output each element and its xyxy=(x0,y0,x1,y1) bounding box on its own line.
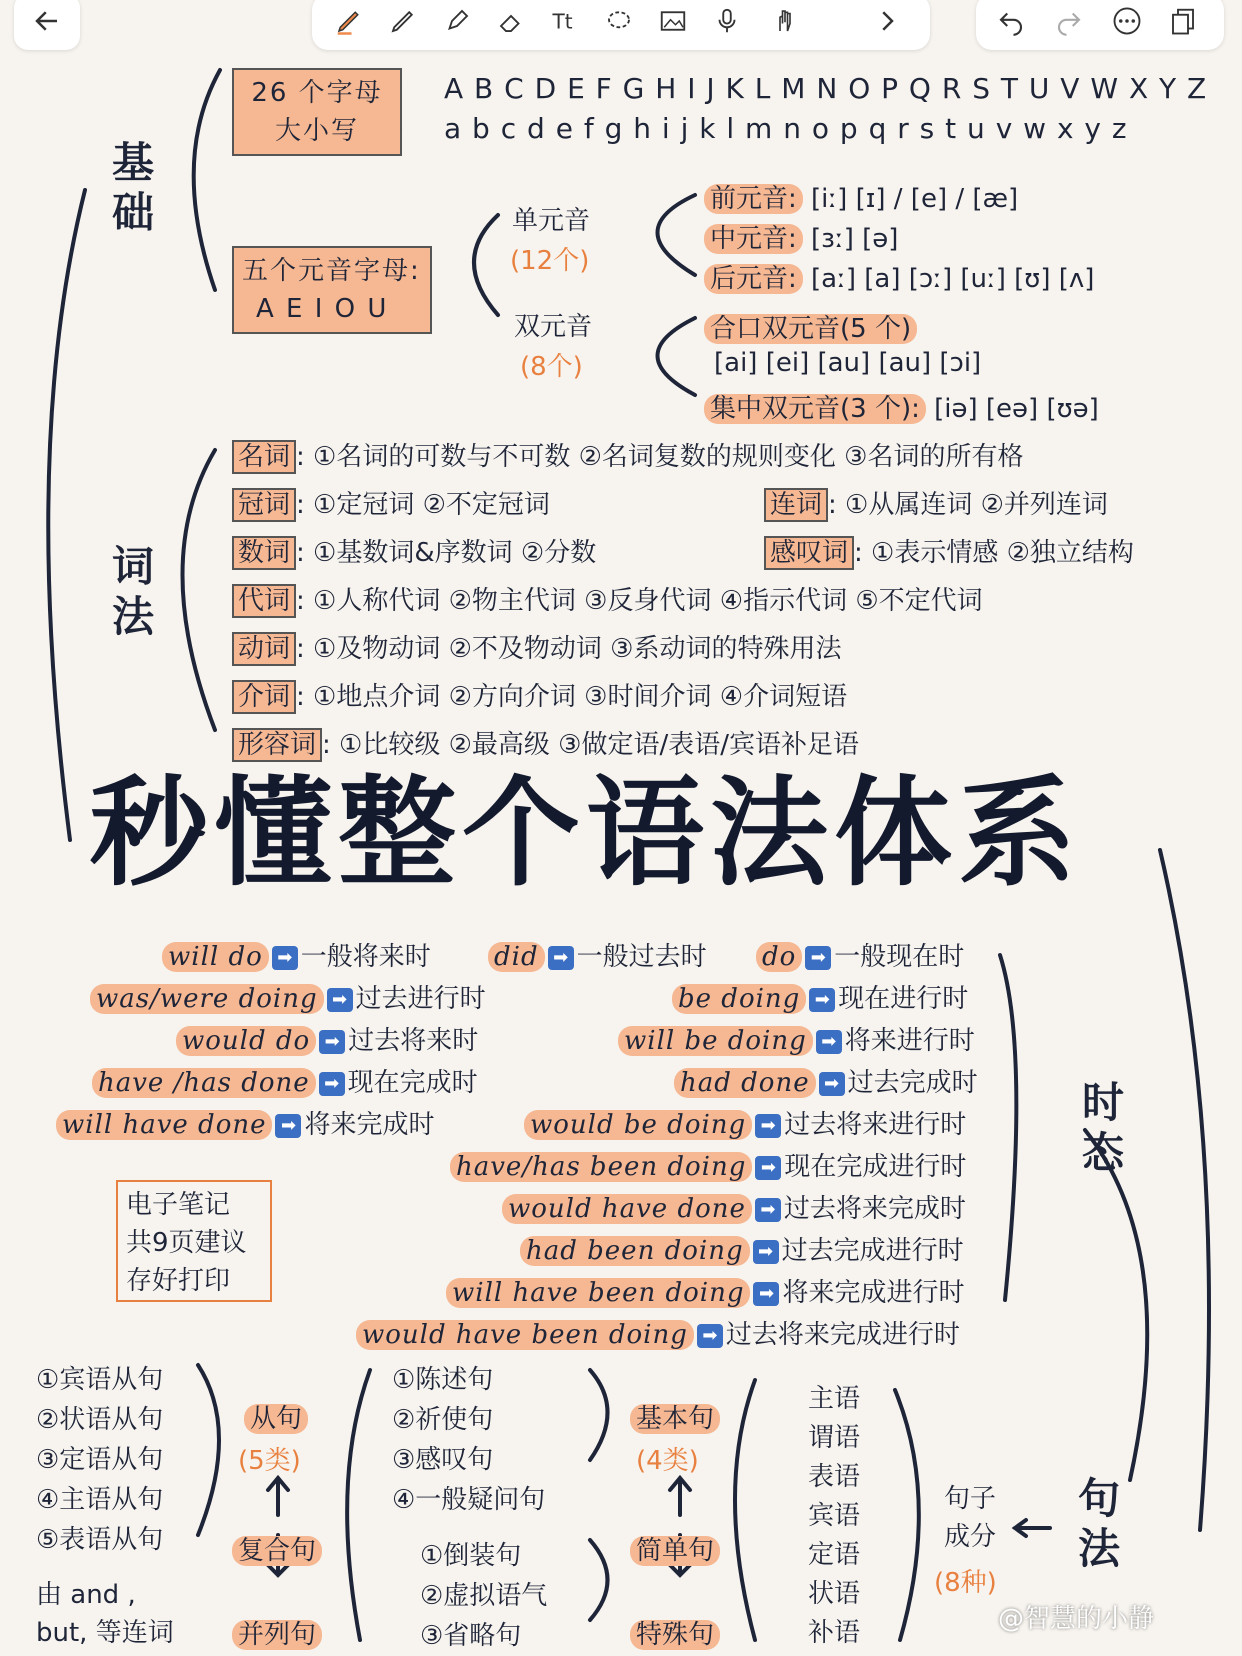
tense-form: had been doing xyxy=(520,1236,750,1266)
watermark: @智慧的小静 xyxy=(998,1604,1155,1634)
article-text: : ①定冠词 ②不定冠词 xyxy=(296,490,550,520)
category-syntax: 句法 xyxy=(1072,1476,1121,1576)
tense-item xyxy=(488,936,707,973)
tense-name: 一般过去时 xyxy=(576,942,707,972)
basic-type-item: ①陈述句 xyxy=(392,1365,494,1395)
compound-note-line2: but, 等连词 xyxy=(36,1618,174,1648)
component-label-line2: 成分 xyxy=(944,1522,997,1552)
arrow-right-icon: ➡ xyxy=(755,1198,781,1222)
closing-diphthongs-label: 合口双元音(5 个) xyxy=(704,314,917,344)
adj-text: : ①比较级 ②最高级 ③做定语/表语/宾语补足语 xyxy=(322,730,860,760)
clause-item: ②状语从句 xyxy=(36,1405,164,1435)
component-item: 状语 xyxy=(808,1579,861,1609)
complex-label xyxy=(232,1530,322,1567)
arrow-right-icon: ➡ xyxy=(319,1072,345,1096)
tense-name: 现在完成进行时 xyxy=(784,1152,967,1182)
arrow-right-icon: ➡ xyxy=(319,1030,345,1054)
back-vowels xyxy=(704,258,1094,295)
category-basics: 基础 xyxy=(106,140,155,240)
noun-text: : ①名词的可数与不可数 ②名词复数的规则变化 ③名词的所有格 xyxy=(296,442,1024,472)
component-label xyxy=(944,1480,996,1556)
tense-form: had done xyxy=(674,1068,816,1098)
simple-label xyxy=(630,1530,720,1567)
tense-item xyxy=(450,1146,966,1183)
vowels-box-line1: 五个元音字母: xyxy=(242,256,421,286)
component-item: 宾语 xyxy=(808,1501,861,1531)
centering-diphthongs-text: [iə] [eə] [ʊə] xyxy=(934,394,1099,424)
component-item: 谓语 xyxy=(808,1423,861,1453)
back-vowels-text: [aː] [a] [ɔː] [uː] [ʊ] [ʌ] xyxy=(811,264,1095,294)
tense-name: 过去完成进行时 xyxy=(781,1236,964,1266)
tag-article: 冠词 xyxy=(232,488,296,522)
special-types-list xyxy=(420,1536,547,1656)
front-vowels-text: [iː] [ɪ] / [e] / [æ] xyxy=(811,184,1019,214)
interj-text: : ①表示情感 ②独立结构 xyxy=(854,538,1134,568)
lexis-row-interj xyxy=(764,532,1134,569)
front-vowels xyxy=(704,178,1018,215)
di-count: (8个) xyxy=(520,352,583,382)
lowercase-letters: a b c d e f g h i j k l m n o p q r s t u v w x y z xyxy=(444,112,1128,145)
tag-pronoun: 代词 xyxy=(232,584,296,618)
special-label-text: 特殊句 xyxy=(630,1620,720,1650)
tense-item xyxy=(92,1062,478,1099)
tense-form: was/were doing xyxy=(90,984,324,1014)
vowels-box-line2: A E I O U xyxy=(256,294,389,324)
conj-text: : ①从属连词 ②并列连词 xyxy=(828,490,1108,520)
special-type-item: ②虚拟语气 xyxy=(420,1581,548,1611)
tense-form: have /has done xyxy=(92,1068,316,1098)
tense-name: 将来完成进行时 xyxy=(782,1278,965,1308)
clause-item: ③定语从句 xyxy=(36,1445,164,1475)
letters-box-line1: 26 个字母 xyxy=(251,78,383,108)
tense-item xyxy=(674,1062,978,1099)
tense-form: be doing xyxy=(672,984,806,1014)
tense-form: will be doing xyxy=(618,1026,813,1056)
tense-name: 过去将来完成进行时 xyxy=(725,1320,960,1350)
basic-type-item: ④一般疑问句 xyxy=(392,1485,546,1515)
arrow-right-icon: ➡ xyxy=(275,1114,301,1138)
back-vowels-label: 后元音: xyxy=(704,264,803,294)
tense-name: 过去将来进行时 xyxy=(784,1110,967,1140)
uppercase-letters: A B C D E F G H I J K L M N O P Q R S T U V W X Y Z xyxy=(444,72,1208,105)
tense-form: would do xyxy=(176,1026,316,1056)
clause-item: ①宾语从句 xyxy=(36,1365,164,1395)
components-list xyxy=(808,1380,860,1653)
tag-interj: 感叹词 xyxy=(764,536,854,570)
tense-name: 过去完成时 xyxy=(847,1068,978,1098)
tense-item xyxy=(524,1104,966,1141)
centering-diphthongs xyxy=(704,388,1099,425)
centering-diphthongs-label: 集中双元音(3 个): xyxy=(704,394,926,424)
tense-form: do xyxy=(756,942,802,972)
tense-form: would have done xyxy=(502,1194,752,1224)
verb-text: : ①及物动词 ②不及物动词 ③系动词的特殊用法 xyxy=(296,634,842,664)
basic-type-item: ③感叹句 xyxy=(392,1445,494,1475)
clause-list xyxy=(36,1360,163,1560)
tense-item xyxy=(56,1104,435,1141)
closing-diphthongs xyxy=(704,308,917,345)
tense-form: will do xyxy=(162,942,269,972)
arrow-right-icon: ➡ xyxy=(272,946,298,970)
tag-noun: 名词 xyxy=(232,440,296,474)
lexis-row-conj xyxy=(764,484,1108,521)
arrow-right-icon: ➡ xyxy=(805,946,831,970)
arrow-right-icon: ➡ xyxy=(816,1030,842,1054)
tag-numeral: 数词 xyxy=(232,536,296,570)
clause-item: ④主语从句 xyxy=(36,1485,164,1515)
tense-name: 过去将来时 xyxy=(348,1026,479,1056)
mono-label: 单元音 xyxy=(512,206,591,236)
tense-name: 现在完成时 xyxy=(347,1068,478,1098)
tense-item xyxy=(502,1188,966,1225)
special-label xyxy=(630,1614,720,1651)
lexis-row-noun xyxy=(232,436,1024,473)
di-label: 双元音 xyxy=(514,312,593,342)
page-title: 秒懂整个语法体系 xyxy=(90,764,1083,902)
arrow-right-icon: ➡ xyxy=(327,988,353,1012)
compound-label-text: 并列句 xyxy=(232,1620,322,1650)
component-item: 主语 xyxy=(808,1384,861,1414)
tense-form: would have been doing xyxy=(356,1320,694,1350)
tense-name: 过去将来完成时 xyxy=(783,1194,966,1224)
clause-label-text: 从句 xyxy=(244,1404,308,1434)
lexis-row-prep xyxy=(232,676,847,713)
category-lexis: 词法 xyxy=(106,544,155,644)
compound-note xyxy=(36,1576,174,1652)
tense-name: 一般现在时 xyxy=(834,942,965,972)
arrow-right-icon: ➡ xyxy=(755,1114,781,1138)
complex-label-text: 复合句 xyxy=(232,1536,322,1566)
tense-item xyxy=(90,978,486,1015)
clause-count: (5类) xyxy=(238,1446,301,1476)
closing-diphthongs-text: [ai] [ei] [au] [au] [ɔi] xyxy=(714,348,982,378)
basic-types-list xyxy=(392,1360,545,1520)
tense-name: 将来完成时 xyxy=(304,1110,435,1140)
tense-item xyxy=(618,1020,975,1057)
clause-item: ⑤表语从句 xyxy=(36,1525,164,1555)
vowels-box xyxy=(232,246,432,334)
compound-note-line1: 由 and , xyxy=(36,1580,136,1610)
component-item: 补语 xyxy=(808,1618,861,1648)
component-item: 表语 xyxy=(808,1462,861,1492)
tag-prep: 介词 xyxy=(232,680,296,714)
arrow-right-icon: ➡ xyxy=(753,1240,779,1264)
component-label-line1: 句子 xyxy=(944,1484,997,1514)
category-tenses: 时态 xyxy=(1076,1080,1125,1180)
tag-conj: 连词 xyxy=(764,488,828,522)
special-type-item: ①倒装句 xyxy=(420,1541,522,1571)
special-type-item: ③省略句 xyxy=(420,1621,522,1651)
arrow-right-icon: ➡ xyxy=(753,1282,779,1306)
arrow-right-icon: ➡ xyxy=(697,1324,723,1348)
tense-item xyxy=(756,936,964,973)
central-vowels-label: 中元音: xyxy=(704,224,803,254)
basic-count: (4类) xyxy=(636,1446,699,1476)
tense-form: have/has been doing xyxy=(450,1152,752,1182)
tense-name: 一般将来时 xyxy=(300,942,431,972)
lexis-row-verb xyxy=(232,628,842,665)
letters-box xyxy=(232,68,402,156)
note-line2: 共9页建议 xyxy=(126,1228,247,1258)
arrow-right-icon: ➡ xyxy=(809,988,835,1012)
svg-text:Tt: Tt xyxy=(552,9,573,34)
tense-item xyxy=(446,1272,965,1309)
tense-form: will have been doing xyxy=(446,1278,750,1308)
tense-form: would be doing xyxy=(524,1110,752,1140)
letters-box-line2: 大小写 xyxy=(274,116,359,146)
prep-text: : ①地点介词 ②方向介词 ③时间介词 ④介词短语 xyxy=(296,682,848,712)
arrow-right-icon: ➡ xyxy=(819,1072,845,1096)
note-line3: 存好打印 xyxy=(126,1266,231,1296)
tense-item xyxy=(356,1314,960,1351)
central-vowels-text: [ɜː] [ə] xyxy=(811,224,899,254)
tense-item xyxy=(520,1230,964,1267)
compound-label xyxy=(232,1614,322,1651)
basic-label xyxy=(630,1398,720,1435)
note-box xyxy=(116,1180,272,1302)
tense-name: 过去进行时 xyxy=(355,984,486,1014)
front-vowels-label: 前元音: xyxy=(704,184,803,214)
tag-verb: 动词 xyxy=(232,632,296,666)
component-count: (8种) xyxy=(934,1568,997,1598)
mono-count: (12个) xyxy=(510,246,590,276)
arrow-right-icon: ➡ xyxy=(755,1156,781,1180)
basic-label-text: 基本句 xyxy=(630,1404,720,1434)
numeral-text: : ①基数词&序数词 ②分数 xyxy=(296,538,597,568)
lexis-row-numeral xyxy=(232,532,596,569)
arrow-right-icon: ➡ xyxy=(548,946,574,970)
lexis-row-pronoun xyxy=(232,580,983,617)
tense-form: will have done xyxy=(56,1110,272,1140)
tense-name: 现在进行时 xyxy=(838,984,969,1014)
component-item: 定语 xyxy=(808,1540,861,1570)
tense-form: did xyxy=(488,942,545,972)
note-line1: 电子笔记 xyxy=(126,1190,231,1220)
tense-item xyxy=(176,1020,478,1057)
central-vowels xyxy=(704,218,898,255)
basic-type-item: ②祈使句 xyxy=(392,1405,494,1435)
tense-name: 将来进行时 xyxy=(844,1026,975,1056)
lexis-row-article xyxy=(232,484,550,521)
tense-item xyxy=(162,936,431,973)
clause-label xyxy=(244,1398,308,1435)
pronoun-text: : ①人称代词 ②物主代词 ③反身代词 ④指示代词 ⑤不定代词 xyxy=(296,586,983,616)
tag-adj: 形容词 xyxy=(232,728,322,762)
simple-label-text: 简单句 xyxy=(630,1536,720,1566)
tense-item xyxy=(672,978,968,1015)
